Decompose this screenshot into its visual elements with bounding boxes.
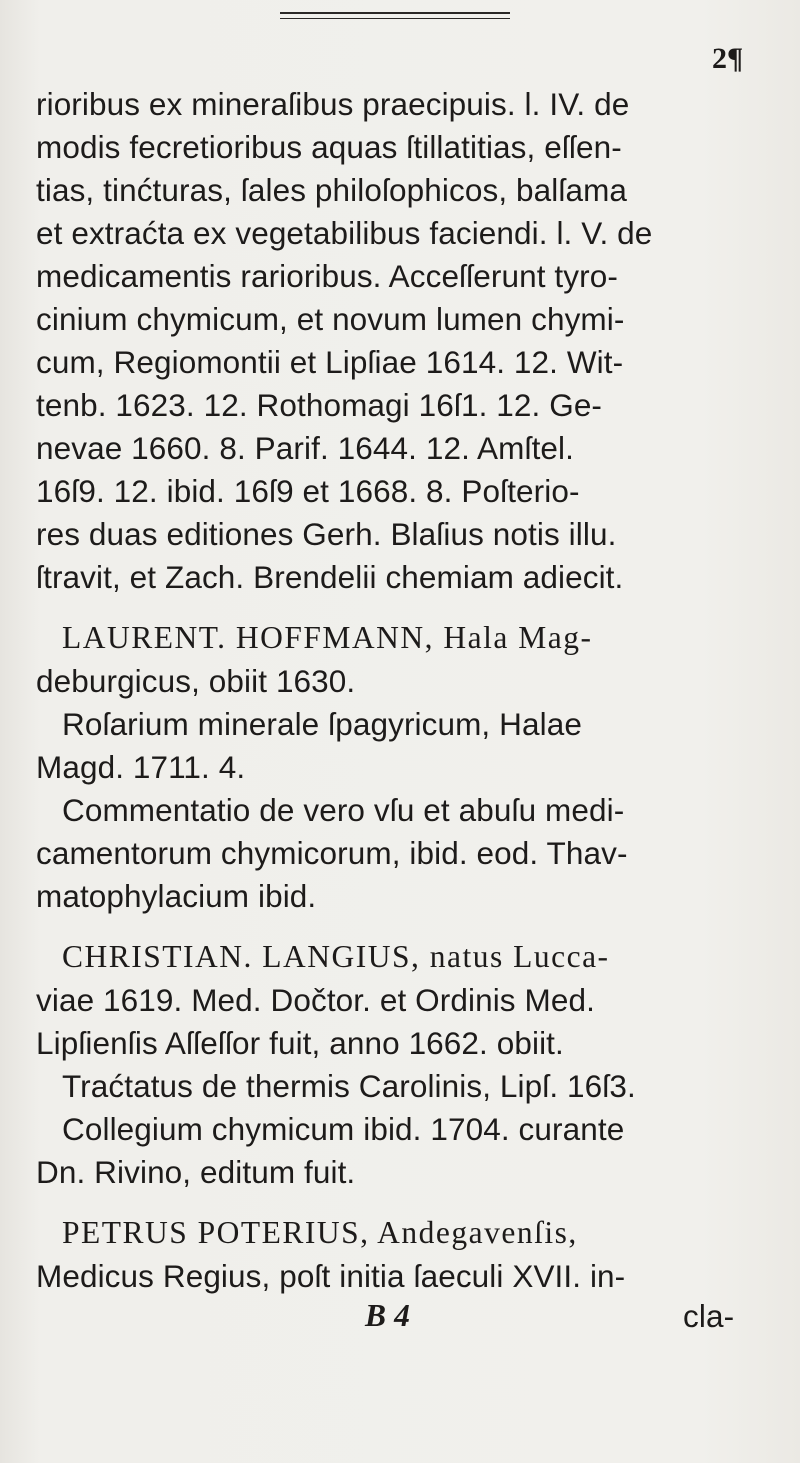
text-line: res duas editiones Gerh. Blaſius notis illu.	[36, 516, 617, 552]
work-title: Collegium chymicum ibid. 1704. curante	[62, 1111, 625, 1147]
text-line: Magd. 1711. 4.	[36, 749, 246, 785]
text-line: et extraćta ex vegetabilibus faciendi. l. V. de	[36, 215, 653, 251]
text-line: deburgicus, obiit 1630.	[36, 663, 356, 699]
text-line: medicamentis rarioribus. Acceſſerunt tyro-	[36, 258, 618, 294]
author-heading: LAURENT. HOFFMANN, Hala Mag-	[62, 620, 593, 655]
text-line: camentorum chymicorum, ibid. eod. Thav-	[36, 835, 628, 871]
text-line: rioribus ex mineraſibus praecipuis. l. IV. de	[36, 86, 630, 122]
work-title: Traćtatus de thermis Carolinis, Lipſ. 16ſ3.	[62, 1068, 636, 1104]
text-line: nevae 1660. 8. Parif. 1644. 12. Amſtel.	[36, 430, 574, 466]
text-line: Lipſienſis Aſſeſſor fuit, anno 1662. obiit.	[36, 1025, 564, 1061]
work-title: Roſarium minerale ſpagyricum, Halae	[62, 706, 582, 742]
text-line: cum, Regiomontii et Lipſiae 1614. 12. Wit-	[36, 344, 624, 380]
author-heading: CHRISTIAN. LANGIUS, natus Lucca-	[62, 939, 610, 974]
page-number: 2¶	[712, 42, 744, 75]
text-line: Medicus Regius, poſt initia ſaeculi XVII. in-	[36, 1258, 626, 1294]
text-line: cinium chymicum, et novum lumen chymi-	[36, 301, 625, 337]
work-title: Commentatio de vero vſu et abuſu medi-	[62, 792, 625, 828]
author-heading: PETRUS POTERIUS, Andegavenſis,	[62, 1215, 578, 1250]
text-line: tenb. 1623. 12. Rothomagi 16ſ1. 12. Ge-	[36, 387, 603, 423]
header-rule	[280, 12, 510, 19]
text-line: tias, tinćturas, ſales philoſophicos, balſama	[36, 172, 628, 208]
catchword: cla-	[683, 1298, 735, 1334]
text-line: ſtravit, et Zach. Brendelii chemiam adiecit.	[36, 559, 624, 595]
text-line: Dn. Rivino, editum fuit.	[36, 1154, 356, 1190]
text-line: modis fecretioribus aquas ſtillatitias, eſſen-	[36, 129, 622, 165]
text-line: matophylacium ibid.	[36, 878, 317, 914]
text-line: viae 1619. Med. Dočtor. et Ordinis Med.	[36, 982, 595, 1018]
text-line: 16ſ9. 12. ibid. 16ſ9 et 1668. 8. Poſterio-	[36, 473, 580, 509]
signature-mark: B 4	[365, 1298, 410, 1333]
